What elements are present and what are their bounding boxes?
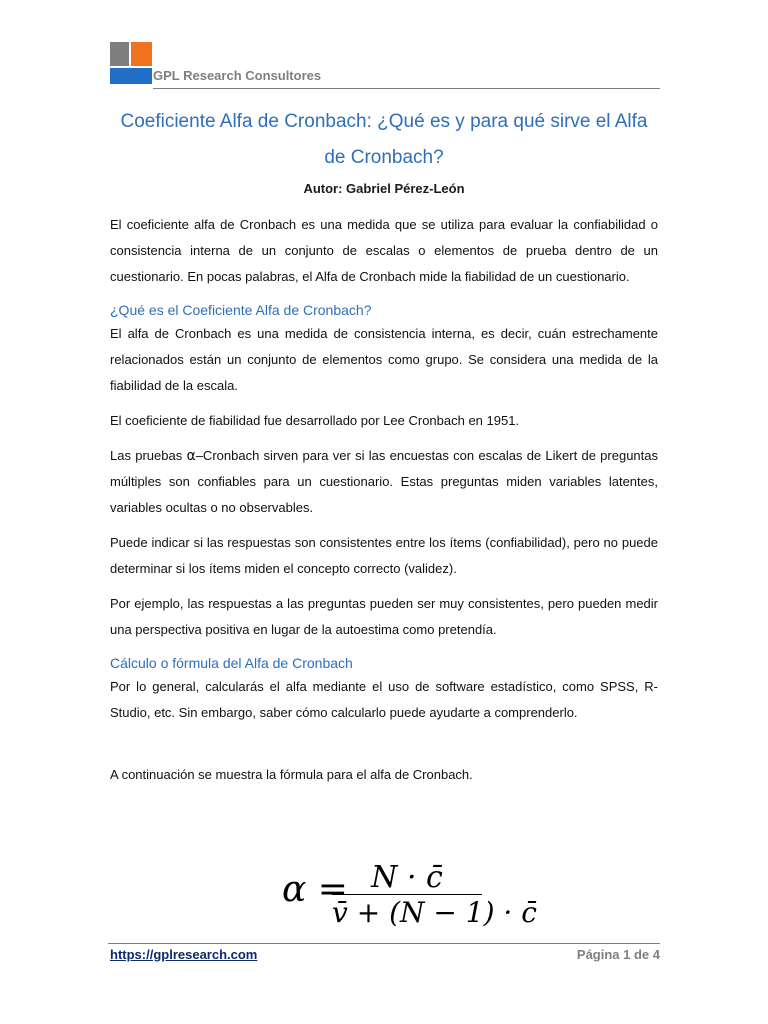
document-author: Autor: Gabriel Pérez-León xyxy=(303,181,465,196)
document-title: Coeficiente Alfa de Cronbach: ¿Qué es y para qué sirve el Alfa de Cronbach? xyxy=(120,111,648,168)
paragraph-consistency: Puede indicar si las respuestas son consistentes entre los ítems (confiabilidad), pero no puede determinar si los ítems miden el concepto correcto (validez). xyxy=(110,535,658,576)
page-footer xyxy=(108,943,660,967)
paragraph-example: Por ejemplo, las respuestas a las preguntas pueden ser muy consistentes, pero pueden medir una perspectiva positiva en lugar de la autoestima como pretendía. xyxy=(110,596,658,637)
paragraph-formula-intro: A continuación se muestra la fórmula para el alfa de Cronbach. xyxy=(110,767,473,782)
formula-lhs: α = xyxy=(282,869,348,910)
company-name: GPL Research Consultores xyxy=(153,68,322,83)
website-link[interactable]: https://gplresearch.com xyxy=(110,947,258,962)
paragraph-history: El coeficiente de fiabilidad fue desarrollado por Lee Cronbach en 1951. xyxy=(110,413,520,428)
logo-grey-square xyxy=(110,42,129,66)
formula-denominator: v̄ + (N − 1) · c̄ xyxy=(332,896,537,929)
paragraph-likert xyxy=(110,443,658,521)
formula-fraction xyxy=(332,860,537,929)
page-number: Página 1 de 4 xyxy=(576,947,660,962)
intro-paragraph: El coeficiente alfa de Cronbach es una medida que se utiliza para evaluar la confiabilidad o consistencia interna de un conjunto de escalas o elementos de prueba dentro de un cuestionario. En pocas palabras, el Alfa de Cronbach mide la fiabilidad de un cuestionario. xyxy=(110,217,658,284)
cronbach-alpha-formula xyxy=(282,860,537,932)
company-logo xyxy=(110,42,152,84)
alpha-symbol: α xyxy=(186,448,196,464)
footer-divider xyxy=(108,943,660,944)
header-divider xyxy=(153,88,660,89)
document-body xyxy=(110,104,658,797)
logo-orange-square xyxy=(131,42,152,66)
logo-blue-bar xyxy=(110,68,152,84)
likert-text-pre: Las pruebas xyxy=(110,448,187,463)
formula-numerator: N · c̄ xyxy=(371,860,443,895)
paragraph-software: Por lo general, calcularás el alfa mediante el uso de software estadístico, como SPSS, R-Studio, etc. Sin embargo, saber cómo calcularlo puede ayudarte a comprenderlo. xyxy=(110,679,658,720)
likert-text-post: –Cronbach sirven para ver si las encuestas con escalas de Likert de preguntas múltiples son confiables para un cuestionario. Estas preguntas miden variables latentes, variables ocultas o no observables. xyxy=(110,448,659,515)
section-heading-what-is: ¿Qué es el Coeficiente Alfa de Cronbach? xyxy=(110,302,372,318)
section-heading-formula: Cálculo o fórmula del Alfa de Cronbach xyxy=(110,655,353,671)
page-header xyxy=(108,42,660,90)
paragraph-definition: El alfa de Cronbach es una medida de consistencia interna, es decir, cuán estrechamente relacionados están un conjunto de elementos como grupo. Se considera una medida de la fiabilidad de la escala. xyxy=(110,326,658,393)
